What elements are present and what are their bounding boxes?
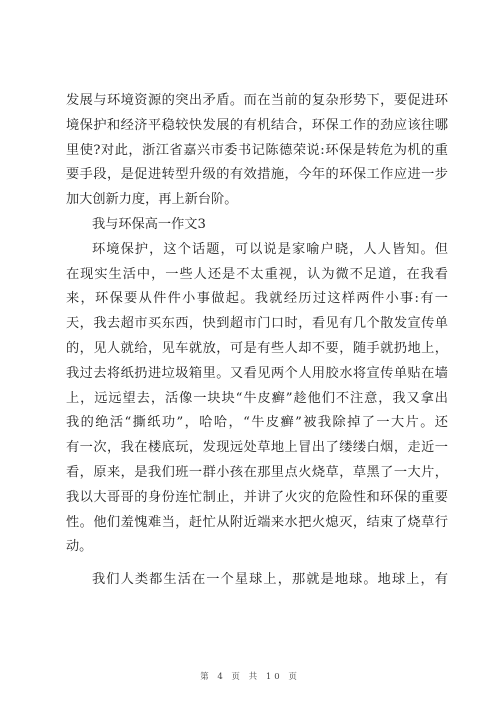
paragraph-spacer <box>66 560 448 568</box>
section-title: 我与环保高一作文3 <box>92 216 206 232</box>
paragraph <box>66 238 448 560</box>
text-line: 环境保护，这个话题，可以说是家喻户晓，人人皆知。但 <box>92 241 448 257</box>
document-body <box>66 89 448 593</box>
text-line: 动。 <box>66 539 93 555</box>
text-line: 我以大哥哥的身份连忙制止，并讲了火灾的危险性和环保的重要 <box>66 489 448 505</box>
text-line: 加大创新力度，再上新台阶。 <box>66 192 238 208</box>
paragraph <box>66 568 448 593</box>
text-line: 在现实生活中，一些人还是不太重视，认为微不足道，在我看 <box>66 266 448 282</box>
text-line: 境保护和经济平稳较快发展的有机结合，环保工作的劲应该往哪 <box>66 117 448 133</box>
text-line: 看，原来，是我们班一群小孩在那里点火烧草，草黑了一大片， <box>66 464 448 480</box>
text-line: 我们人类都生活在一个星球上，那就是地球。地球上，有 <box>92 572 448 588</box>
text-line: 里使?对此，浙江省嘉兴市委书记陈德荣说:环保是转危为机的重 <box>66 142 448 158</box>
text-line: 要手段，是促进转型升级的有效措施，今年的环保工作应进一步 <box>66 167 448 183</box>
paragraph <box>66 89 448 213</box>
text-line: 来，环保要从件件小事做起。我就经历过这样两件小事:有一 <box>66 291 448 307</box>
text-line: 我过去将纸扔进垃圾箱里。又看见两个人用胶水将宣传单贴在墙 <box>66 365 448 381</box>
text-line: 有一次，我在楼底玩，发现远处草地上冒出了缕缕白烟，走近一 <box>66 440 448 456</box>
text-line: 的，见人就给，见车就放，可是有些人却不要，随手就扔地上， <box>66 340 448 356</box>
text-line: 上，远远望去，活像一块块“牛皮癣”趁他们不注意，我又拿出 <box>66 390 448 406</box>
page-number-footer: 第 4 页 共 10 页 <box>200 672 300 682</box>
text-line: 发展与环境资源的突出矛盾。而在当前的复杂形势下，要促进环 <box>66 93 448 108</box>
text-line: 我的绝活“撕纸功”，哈哈，“牛皮癣”被我除掉了一大片。还 <box>66 415 448 431</box>
text-line: 性。他们羞愧难当，赶忙从附近端来水把火熄灭，结束了烧草行 <box>66 514 448 530</box>
text-line: 天，我去超市买东西，快到超市门口时，看见有几个散发宣传单 <box>66 316 448 332</box>
